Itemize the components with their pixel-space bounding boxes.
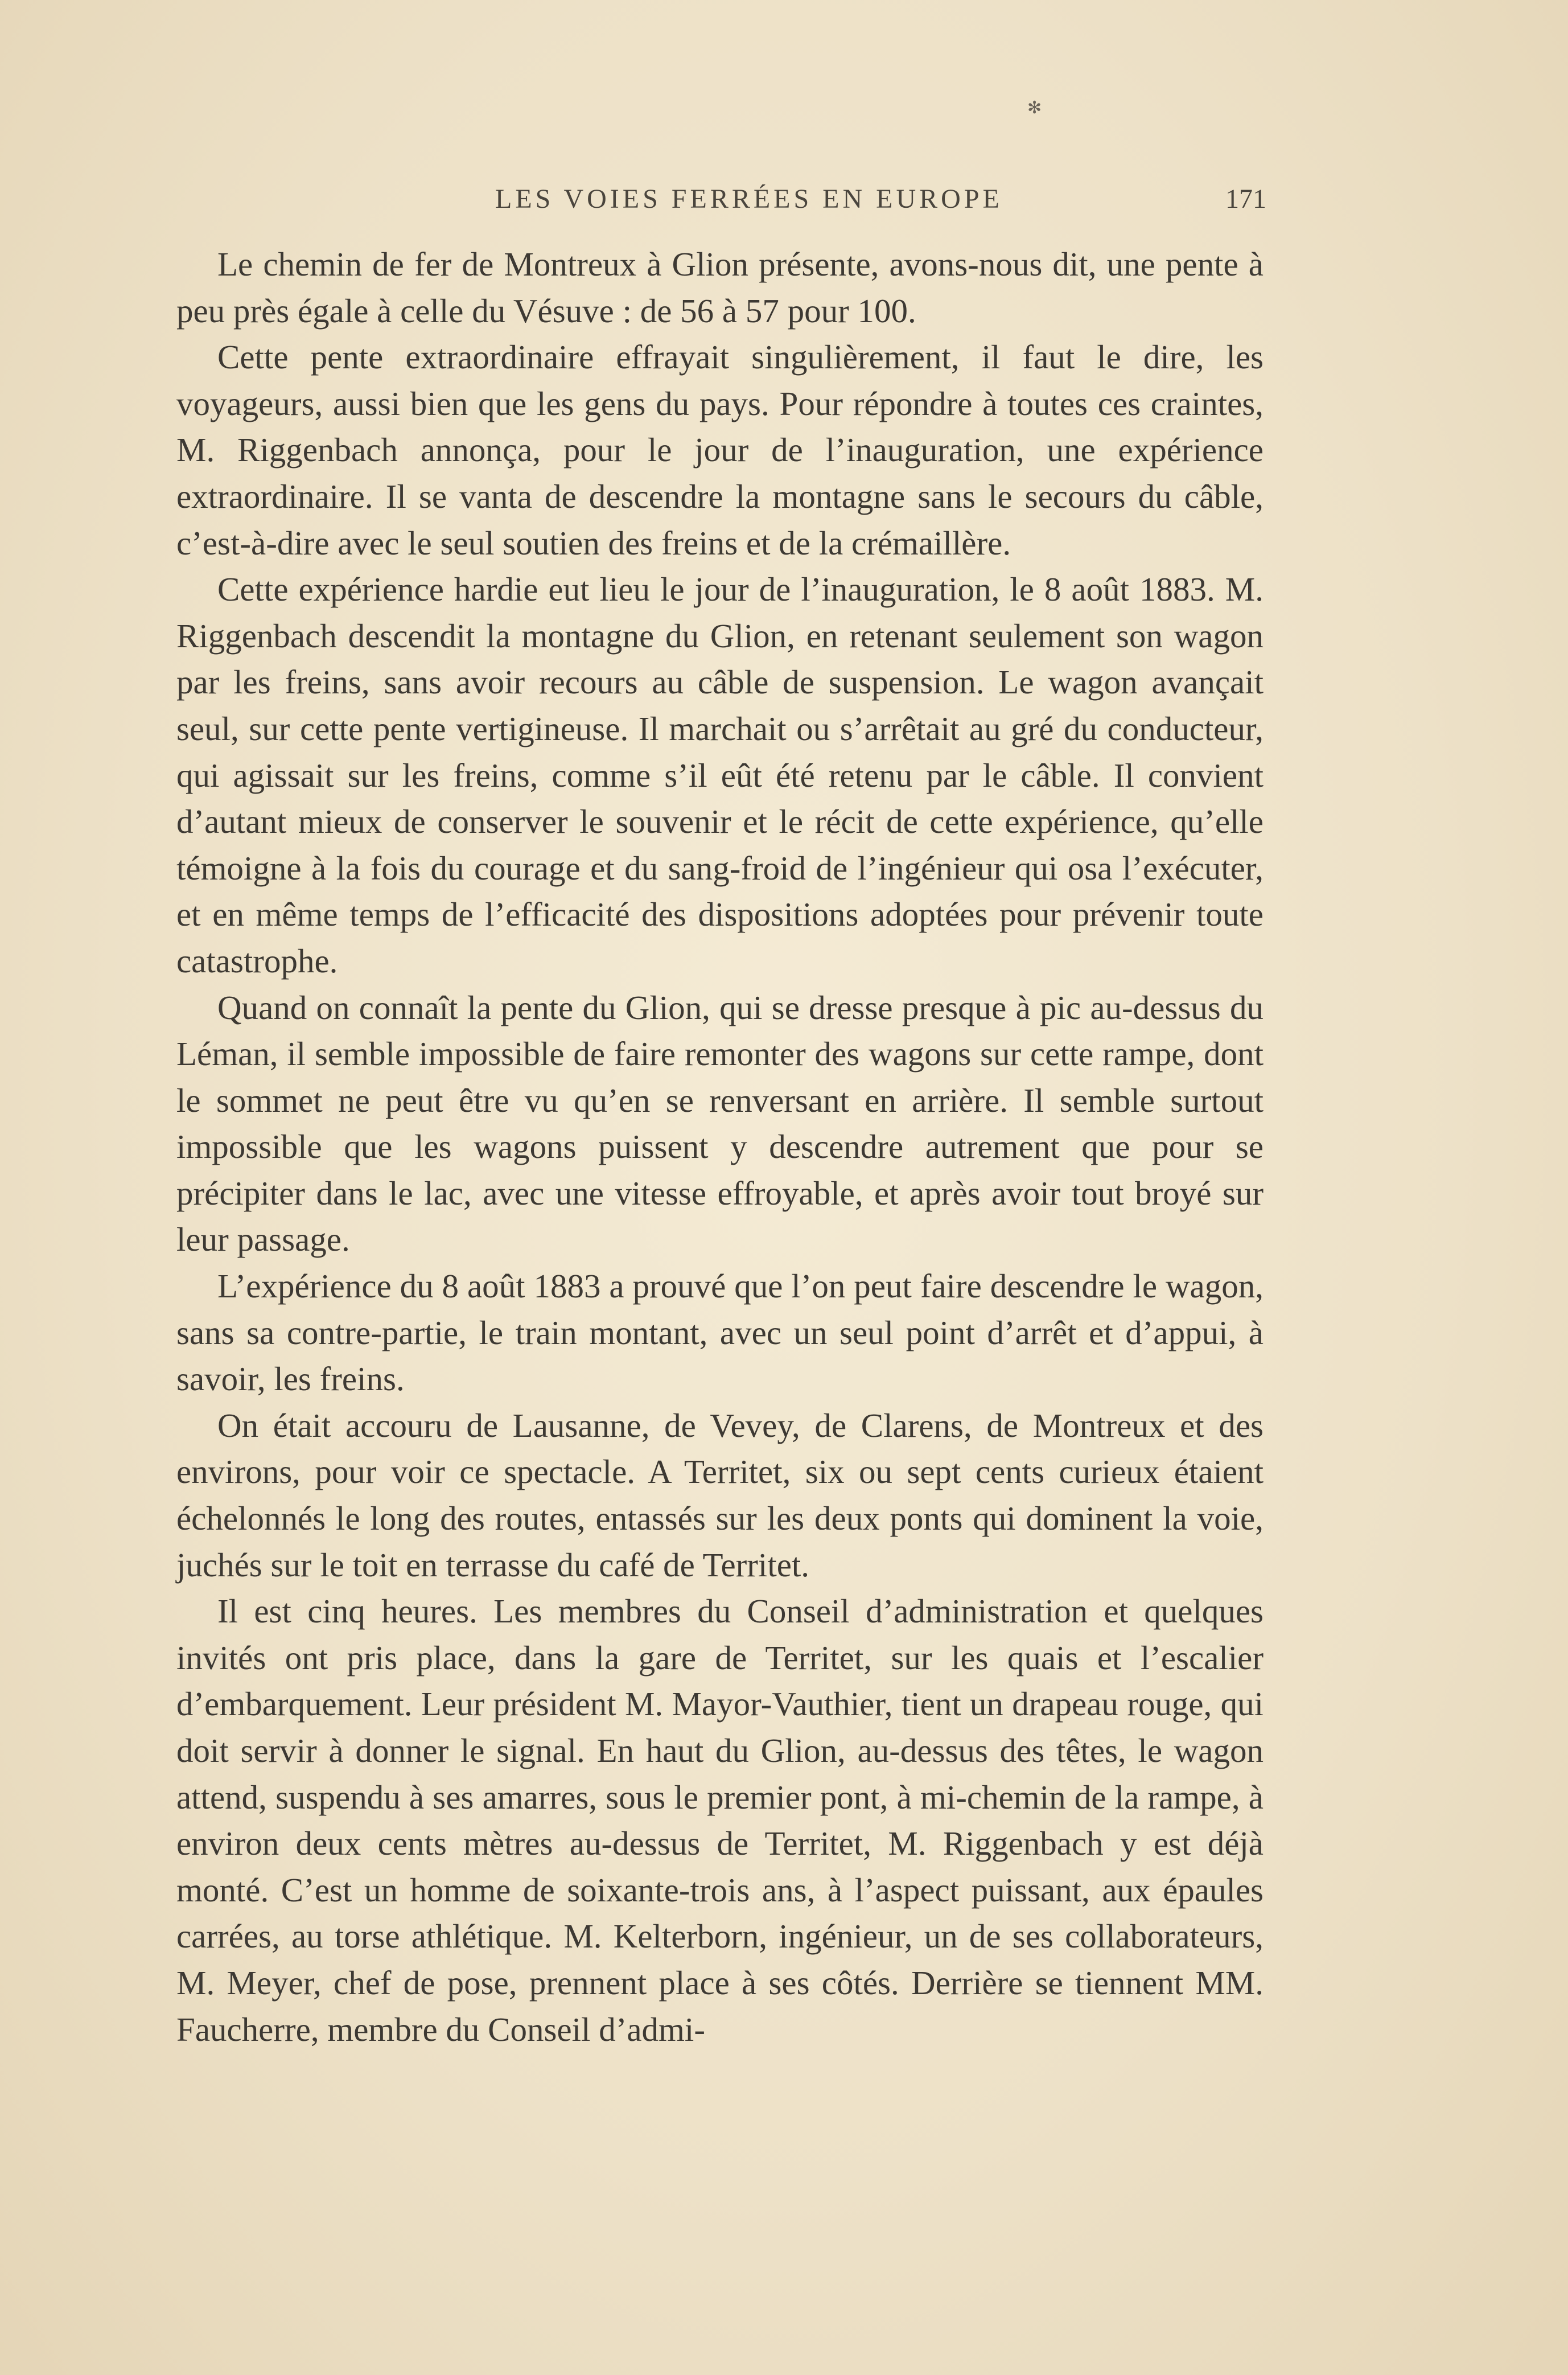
running-title: LES VOIES FERRÉES EN EUROPE: [495, 184, 1003, 214]
paragraph: Le chemin de fer de Montreux à Glion présente, avons-nous dit, une pente à peu près égale à celle du Vésuve : de 56 à 57 pour 100.: [176, 245, 1264, 330]
paragraph: Quand on connaît la pente du Glion, qui se dresse presque à pic au-dessus du Léman, il semble impossible de faire remonter des wagons sur cette rampe, dont le sommet ne peut être vu qu’en se renversant en arrière. Il semble surtout impossible que les wagons puissent y descendre autrement que pour se précipiter dans le lac, avec une vitesse effroyable, et après avoir tout broyé sur leur passage.: [176, 988, 1264, 1259]
paragraph: Cette pente extraordinaire effrayait singulièrement, il faut le dire, les voyageurs, aussi bien que les gens du pays. Pour répondre à toutes ces craintes, M. Riggenbach annonça, pour le jour de l’inauguration, une expérience extraordinaire. Il se vanta de descendre la montagne sans le secours du câble, c’est-à-dire avec le seul soutien des freins et de la crémaillère.: [176, 338, 1264, 562]
page-number: 171: [1225, 184, 1266, 214]
page-header: [0, 183, 1568, 217]
paragraph: L’expérience du 8 août 1883 a prouvé que l’on peut faire descendre le wagon, sans sa contre-partie, le train montant, avec un seul point d’arrêt et d’appui, à savoir, les freins.: [176, 1267, 1264, 1398]
paragraph: On était accouru de Lausanne, de Vevey, de Clarens, de Montreux et des environs, pour voir ce spectacle. A Territet, six ou sept cents curieux étaient échelonnés le long des routes, entassés sur les deux ponts qui dominent la voie, juchés sur le toit en terrasse du café de Territet.: [176, 1406, 1264, 1584]
ink-speck-mark: ✻: [1027, 98, 1042, 118]
paragraph: Il est cinq heures. Les membres du Conseil d’administration et quelques invités ont pris place, dans la gare de Territet, sur les quais et l’escalier d’embarquement. Leur président M. Mayor-Vauthier, tient un drapeau rouge, qui doit servir à donner le signal. En haut du Glion, au-dessus des têtes, le wagon attend, suspendu à ses amarres, sous le premier pont, à mi-chemin de la rampe, à environ deux cents mètres au-dessus de Territet, M. Riggenbach y est déjà monté. C’est un homme de soixante-trois ans, à l’aspect puissant, aux épaules carrées, au torse athlétique. M. Kelterborn, ingénieur, un de ses collaborateurs, M. Meyer, chef de pose, prennent place à ses côtés. Derrière se tiennent MM. Faucherre, membre du Conseil d’admi-: [176, 1592, 1264, 2048]
paragraph: Cette expérience hardie eut lieu le jour de l’inauguration, le 8 août 1883. M. Riggenbach descendit la montagne du Glion, en retenant seulement son wagon par les freins, sans avoir recours au câble de suspension. Le wagon avançait seul, sur cette pente vertigineuse. Il marchait ou s’arrêtait au gré du conducteur, qui agissait sur les freins, comme s’il eût été retenu par le câble. Il convient d’autant mieux de conserver le souvenir et le récit de cette expérience, qu’elle témoigne à la fois du courage et du sang-froid de l’ingénieur qui osa l’exécuter, et en même temps de l’efficacité des dispositions adoptées pour prévenir toute catastrophe.: [176, 570, 1264, 980]
body-text: [176, 241, 1264, 2053]
